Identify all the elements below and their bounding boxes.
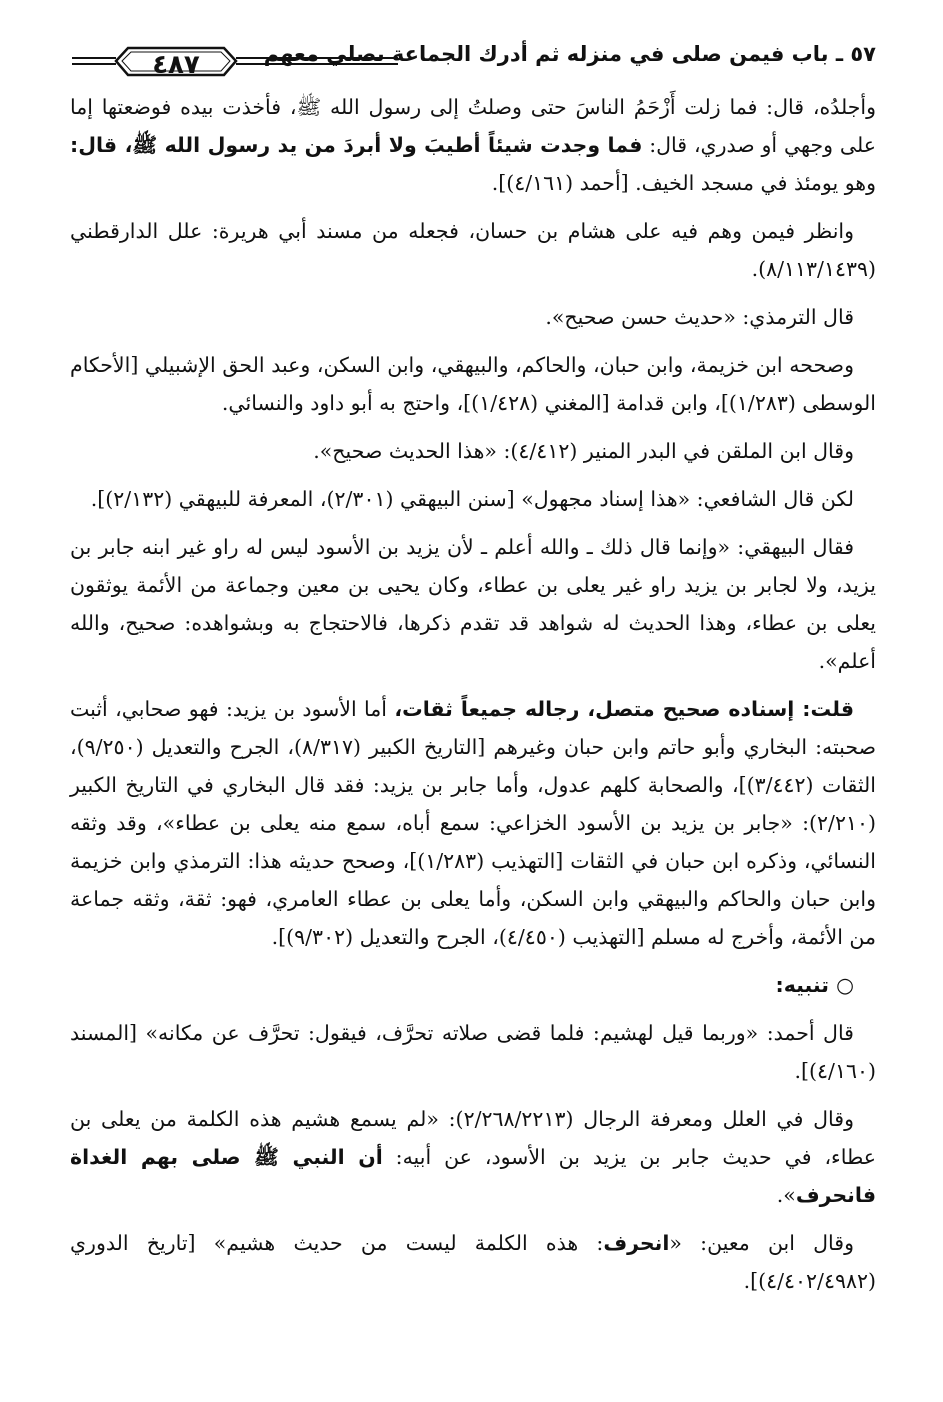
text-run: لكن قال الشافعي: «هذا إسناد مجهول» [سنن البيهقي (٢/٣٠١)، المعرفة للبيهقي (٢/١٣٢)]. [90, 487, 854, 511]
paragraph [70, 528, 876, 680]
page-number-ornament [70, 44, 400, 80]
paragraph [70, 1014, 876, 1090]
paragraph [70, 432, 876, 470]
text-run: قال الترمذي: «حديث حسن صحيح». [545, 305, 854, 329]
page-body [70, 88, 876, 1300]
text-run: وقال ابن معين: « [669, 1231, 855, 1255]
bold-text: أن النبي ﷺ صلى بهم الغداة فانحرف [70, 1145, 876, 1207]
paragraph [70, 298, 876, 336]
text-run: أما الأسود بن يزيد: فهو صحابي، أثبت صحبته: البخاري وأبو حاتم وابن حبان وغيرهم [التاريخ الكبير (٨/٣١٧)، الجرح والتعديل (٩/٢٥٠)، الثقات (٣/٤٤٢)]، والصحابة كلهم عدول، وأما جابر بن يزيد: فقد قال البخاري في التاريخ الكبير (٢/٢١٠): «جابر بن يزيد بن الأسود الخزاعي: سمع أباه، سمع منه يعلى بن عطاء»، وقد وثقه النسائي، وذكره ابن حبان في الثقات [التهذيب (١/٢٨٣)]، وصحح حديثه هذا: الترمذي وابن خزيمة وابن حبان والحاكم والبيهقي وابن السكن، وأما يعلى بن عطاء العامري، فهو: ثقة، وثقه جماعة من الأئمة، وأخرج له مسلم [التهذيب (٤/٤٥٠)، الجرح والتعديل (٩/٣٠٢)]. [70, 697, 876, 949]
book-page [70, 38, 876, 1310]
paragraph [70, 212, 876, 288]
paragraph [70, 690, 876, 956]
page-number: ٤٨٧ [152, 50, 200, 80]
text-run: وهو يومئذ في مسجد الخيف. [أحمد (٤/١٦١)]. [491, 171, 876, 195]
text-run: قال أحمد: «وربما قيل لهشيم: فلما قضى صلاته تحرَّف، فيقول: تحرَّف عن مكانه» [المسند (٤/١٦٠)]. [70, 1021, 876, 1083]
text-run: : هذه الكلمة ليست من حديث هشيم» [تاريخ الدوري (٤/٤٠٢/٤٩٨٢)]. [70, 1231, 876, 1293]
bold-text: فما وجدت شيئاً أطيبَ ولا أبردَ من يد رسول الله ﷺ، قال: [70, 133, 643, 157]
page-header [70, 38, 876, 88]
bold-text: قلت: إسناده صحيح متصل، رجاله جميعاً ثقات، [394, 697, 854, 721]
text-run: فقال البيهقي: «وإنما قال ذلك ـ والله أعلم ـ لأن يزيد بن الأسود ليس له راو غير ابنه جابر بن يزيد، ولا لجابر بن يزيد راو غير يعلى بن عطاء، وكان يحيى بن معين وجماعة من الأئمة يوثقون يعلى بن عطاء، وهذا الحديث له شواهد قد تقدم ذكرها، فالاحتجاج به وبشواهده: صحيح، والله أعلم». [70, 535, 876, 673]
paragraph [70, 346, 876, 422]
text-run: ». [776, 1183, 796, 1207]
bold-text: ○ تنبيه: [775, 973, 854, 997]
chapter-title: ٥٧ ـ باب فيمن صلى في منزله ثم أدرك الجماعة يصلي معهم [263, 42, 876, 66]
text-run: وأجلدُه، قال: فما زلت أَزْحَمُ الناسَ حتى وصلتُ إلى رسول الله ﷺ، فأخذت بيده فوضعتها إما على وجهي أو صدري، قال: [70, 95, 877, 157]
paragraph [70, 1100, 876, 1214]
text-run: وانظر فيمن وهم فيه على هشام بن حسان، فجعله من مسند أبي هريرة: علل الدارقطني (٨/١١٣/١٤٣٩). [70, 219, 876, 281]
text-run: وقال في العلل ومعرفة الرجال (٢/٢٦٨/٢٢١٣): «لم يسمع هشيم هذه الكلمة من يعلى بن عطاء، في حديث جابر بن يزيد بن الأسود، عن أبيه: [70, 1107, 876, 1169]
paragraph [70, 1224, 876, 1300]
text-run: وقال ابن الملقن في البدر المنير (٤/٤١٢): «هذا الحديث صحيح». [313, 439, 854, 463]
text-run: وصححه ابن خزيمة، وابن حبان، والحاكم، والبيهقي، وابن السكن، وعبد الحق الإشبيلي [الأحكام الوسطى (١/٢٨٣)]، وابن قدامة [المغني (١/٤٢٨)]، واحتج به أبو داود والنسائي. [70, 353, 876, 415]
paragraph [70, 88, 876, 202]
bold-text: انحرف [603, 1231, 670, 1255]
paragraph [70, 480, 876, 518]
note-heading [70, 966, 876, 1004]
